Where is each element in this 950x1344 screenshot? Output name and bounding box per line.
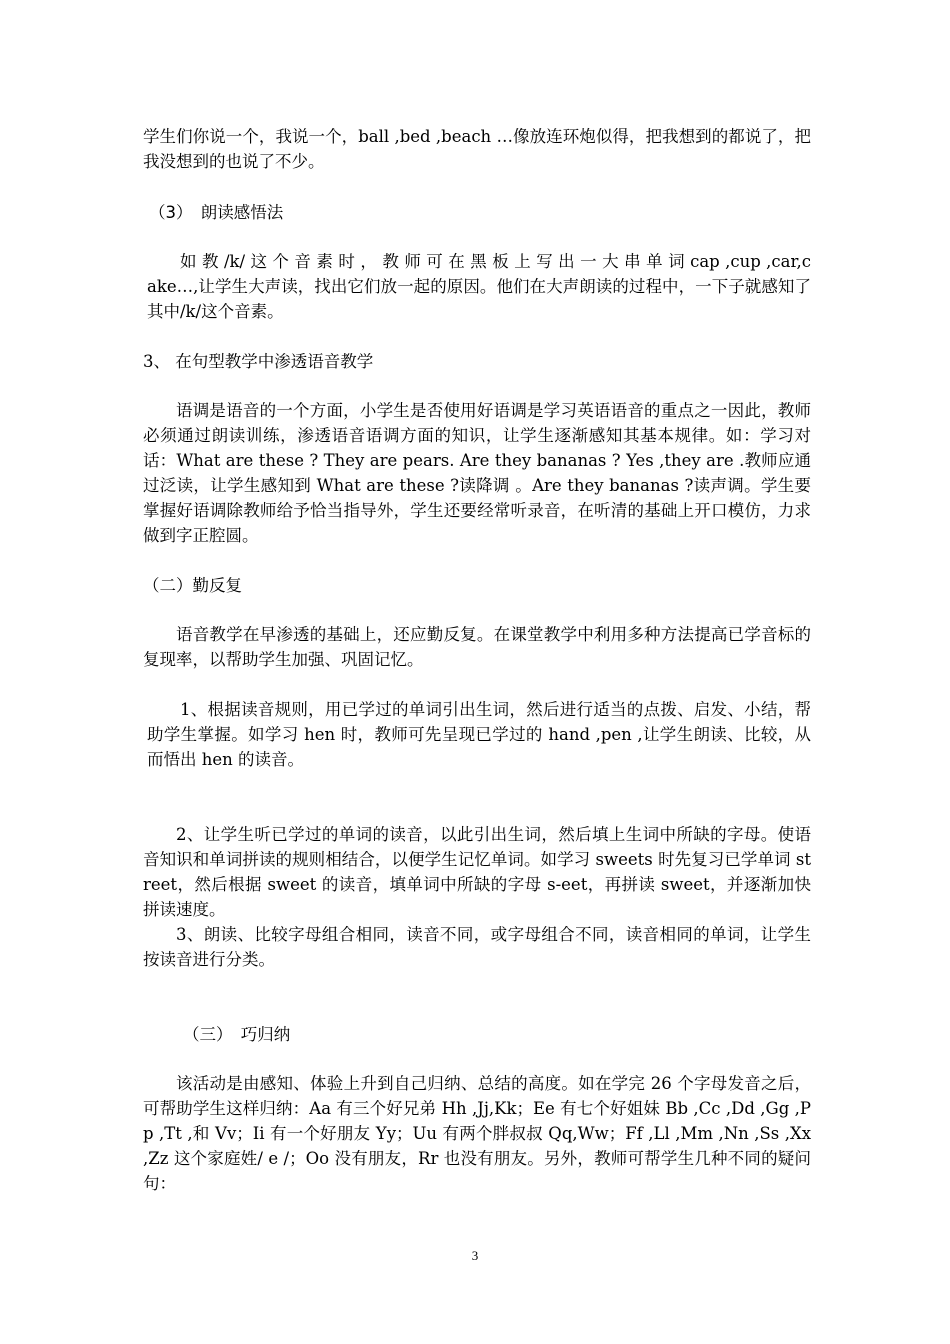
heading-repetition: （二）勤反复 xyxy=(143,576,242,595)
paragraph-method-1: 1、根据读音规则，用已学过的单词引出生词，然后进行适当的点拨、启发、小结，帮助学生掌握。如学习 hen 时，教师可先呈现已学过的 hand ,pen ,让学生朗读、比较，从而悟出 hen 的读音。 xyxy=(147,700,811,769)
heading-sentence-teaching: 3、 在句型教学中渗透语音教学 xyxy=(143,352,374,371)
heading-induction: （三） 巧归纳 xyxy=(183,1025,291,1044)
paragraph-method-3: 3、朗读、比较字母组合相同，读音不同，或字母组合不同，读音相同的单词，让学生按读音进行分类。 xyxy=(143,925,811,969)
paragraph-method-2: 2、让学生听已学过的单词的读音，以此引出生词，然后填上生词中所缺的字母。使语音知识和单词拼读的规则相结合，以便学生记忆单词。如学习 sweets 时先复习已学单词 street，然后根据 sweet 的读音，填单词中所缺的字母 s-eet，再拼读 sweet，并逐渐加快拼读速度。 xyxy=(143,825,811,919)
paragraph-intonation: 语调是语音的一个方面，小学生是否使用好语调是学习英语语音的重点之一因此，教师必须通过朗读训练，渗透语音语调方面的知识，让学生逐渐感知其基本规律。如：学习对话：What are these ? They are pears. Are they bananas ? Yes ,they are .教师应通过泛读，让学生感知到 What are these ?读降调 。Are they bananas ?读声调。学生要掌握好语调除教师给予恰当指导外，学生还要经常听录音，在听清的基础上开口模仿，力求做到字正腔圆。 xyxy=(143,401,811,545)
paragraph-continuation: 学生们你说一个，我说一个，ball ,bed ,beach …像放连环炮似得，把我想到的都说了，把我没想到的也说了不少。 xyxy=(143,127,811,171)
paragraph-induction: 该活动是由感知、体验上升到自己归纳、总结的高度。如在学完 26 个字母发音之后，可帮助学生这样归纳：Aa 有三个好兄弟 Hh ,Jj,Kk；Ee 有七个好姐妹 Bb ,Cc ,Dd ,Gg ,Pp ,Tt ,和 Vv；Ii 有一个好朋友 Yy；Uu 有两个胖叔叔 Qq,Ww；Ff ,Ll ,Mm ,Nn ,Ss ,Xx ,Zz 这个家庭姓/ e /；Oo 没有朋友，Rr 也没有朋友。另外，教师可帮学生几种不同的疑问句： xyxy=(143,1074,811,1193)
page-number: 3 xyxy=(471,1248,479,1263)
heading-reading-method: （3） 朗读感悟法 xyxy=(149,203,284,222)
paragraph-repetition-intro: 语音教学在早渗透的基础上，还应勤反复。在课堂教学中利用多种方法提高已学音标的复现率，以帮助学生加强、巩固记忆。 xyxy=(143,625,811,669)
paragraph-k-phoneme: 如 教 /k/ 这 个 音 素 时 ， 教 师 可 在 黑 板 上 写 出 一 大 串 单 词 cap ,cup ,car,cake…,让学生大声读，找出它们放一起的原因。他们在大声朗读的过程中，一下子就感知了其中/k/这个音素。 xyxy=(147,252,811,321)
